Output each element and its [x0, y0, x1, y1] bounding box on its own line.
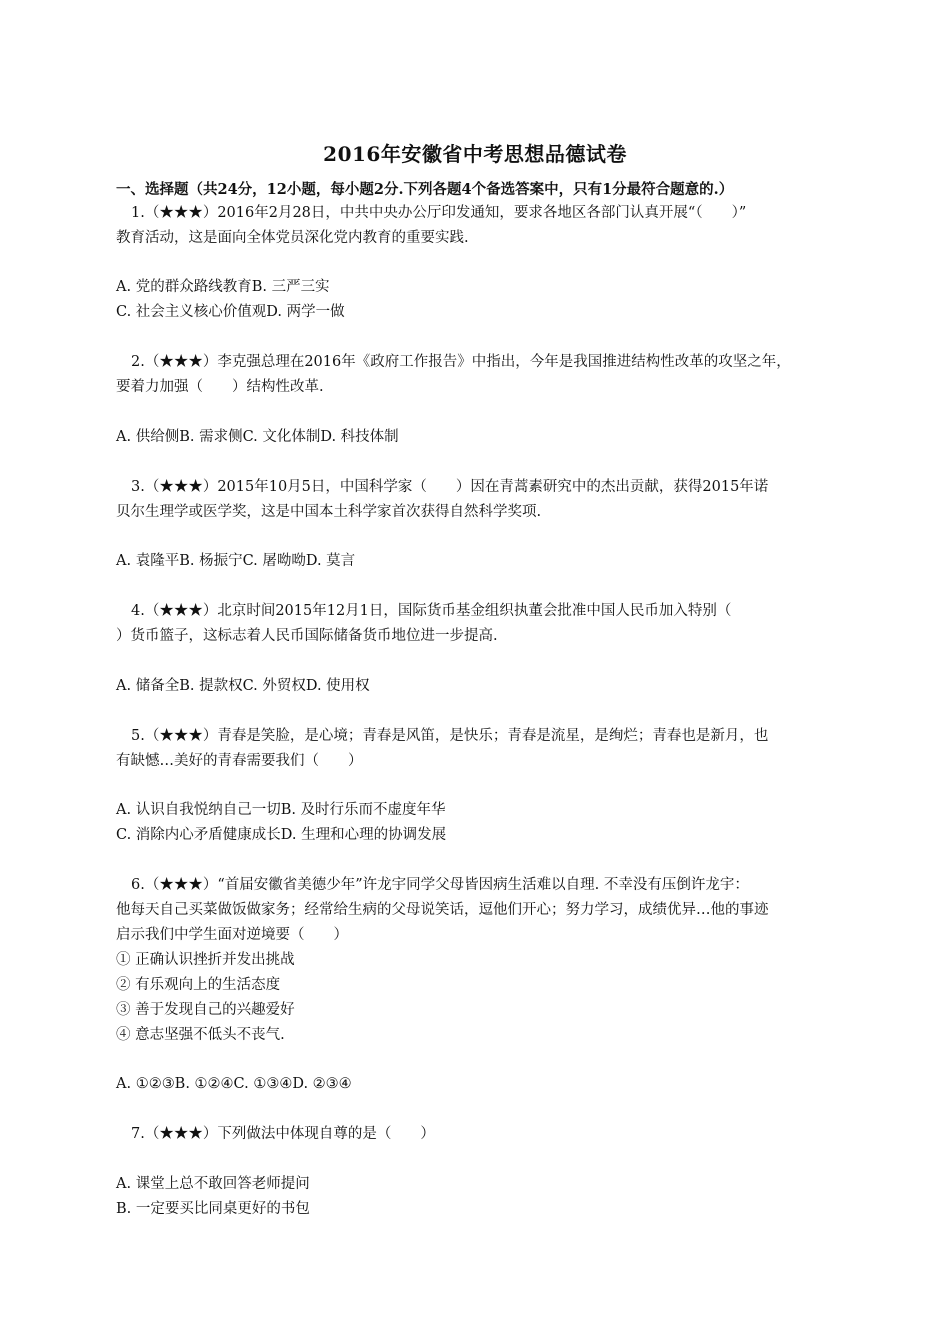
- question-5-stem-line-2: 有缺憾…美好的青春需要我们（ ）: [116, 753, 363, 769]
- question-1-option-line-2: C. 社会主义核心价值观D. 两学一做: [116, 304, 345, 320]
- question-7-stem-line-1: 7.（★★★）下列做法中体现自尊的是（ ）: [131, 1126, 435, 1142]
- section-heading: 一、选择题（共24分，12小题，每小题2分.下列各题4个备选答案中，只有1分最符合题意的.）: [116, 181, 734, 198]
- question-4-stem-line-1: 4.（★★★）北京时间2015年12月1日，国际货币基金组织执董会批准中国人民币加入特别（: [131, 603, 732, 619]
- question-5-option-line-2: C. 消除内心矛盾健康成长D. 生理和心理的协调发展: [116, 827, 447, 843]
- question-6-statement-4: ④ 意志坚强不低头不丧气.: [116, 1027, 285, 1043]
- question-2-stem-line-2: 要着力加强（ ）结构性改革.: [116, 379, 324, 395]
- question-6-statement-3: ③ 善于发现自己的兴趣爱好: [116, 1002, 295, 1018]
- question-6-stem-line-2: 他每天自己买菜做饭做家务；经常给生病的父母说笑话，逗他们开心；努力学习，成绩优异…他的事迹: [116, 902, 769, 918]
- question-3-option-line-1: A. 袁隆平B. 杨振宁C. 屠呦呦D. 莫言: [116, 553, 356, 569]
- question-6-stem-line-3: 启示我们中学生面对逆境要（ ）: [116, 927, 348, 943]
- question-6-stem-line-1: 6.（★★★）“首届安徽省美德少年”许龙宇同学父母皆因病生活难以自理. 不幸没有压倒许龙宇：: [131, 877, 749, 893]
- question-1-stem-line-1: 1.（★★★）2016年2月28日，中共中央办公厅印发通知，要求各地区各部门认真开展“（ ）”: [131, 205, 747, 221]
- question-1-option-line-1: A. 党的群众路线教育B. 三严三实: [116, 279, 330, 295]
- page-title: 2016年安徽省中考思想品德试卷: [323, 142, 627, 166]
- question-1-stem-line-2: 教育活动，这是面向全体党员深化党内教育的重要实践.: [116, 230, 469, 246]
- question-5-stem-line-1: 5.（★★★）青春是笑脸，是心境；青春是风笛，是快乐；青春是流星，是绚烂；青春也是新月，也: [131, 728, 769, 744]
- question-7-option-line-2: B. 一定要买比同桌更好的书包: [116, 1201, 310, 1217]
- question-2-stem-line-1: 2.（★★★）李克强总理在2016年《政府工作报告》中指出，今年是我国推进结构性改革的攻坚之年，: [131, 354, 791, 370]
- question-5-option-line-1: A. 认识自我悦纳自己一切B. 及时行乐而不虚度年华: [116, 802, 446, 818]
- question-4-stem-line-2: ）货币篮子，这标志着人民币国际储备货币地位进一步提高.: [116, 628, 498, 644]
- question-4-option-line-1: A. 储备全B. 提款权C. 外贸权D. 使用权: [116, 678, 370, 694]
- question-6-option-line-1: A. ①②③B. ①②④C. ①③④D. ②③④: [116, 1076, 352, 1092]
- question-3-stem-line-1: 3.（★★★）2015年10月5日，中国科学家（ ）因在青蒿素研究中的杰出贡献，获得2015年诺: [131, 479, 769, 495]
- question-2-option-line-1: A. 供给侧B. 需求侧C. 文化体制D. 科技体制: [116, 429, 399, 445]
- question-3-stem-line-2: 贝尔生理学或医学奖，这是中国本土科学家首次获得自然科学奖项.: [116, 504, 542, 520]
- question-7-option-line-1: A. 课堂上总不敢回答老师提问: [116, 1176, 310, 1192]
- question-6-statement-1: ① 正确认识挫折并发出挑战: [116, 952, 295, 968]
- question-6-statement-2: ② 有乐观向上的生活态度: [116, 977, 281, 993]
